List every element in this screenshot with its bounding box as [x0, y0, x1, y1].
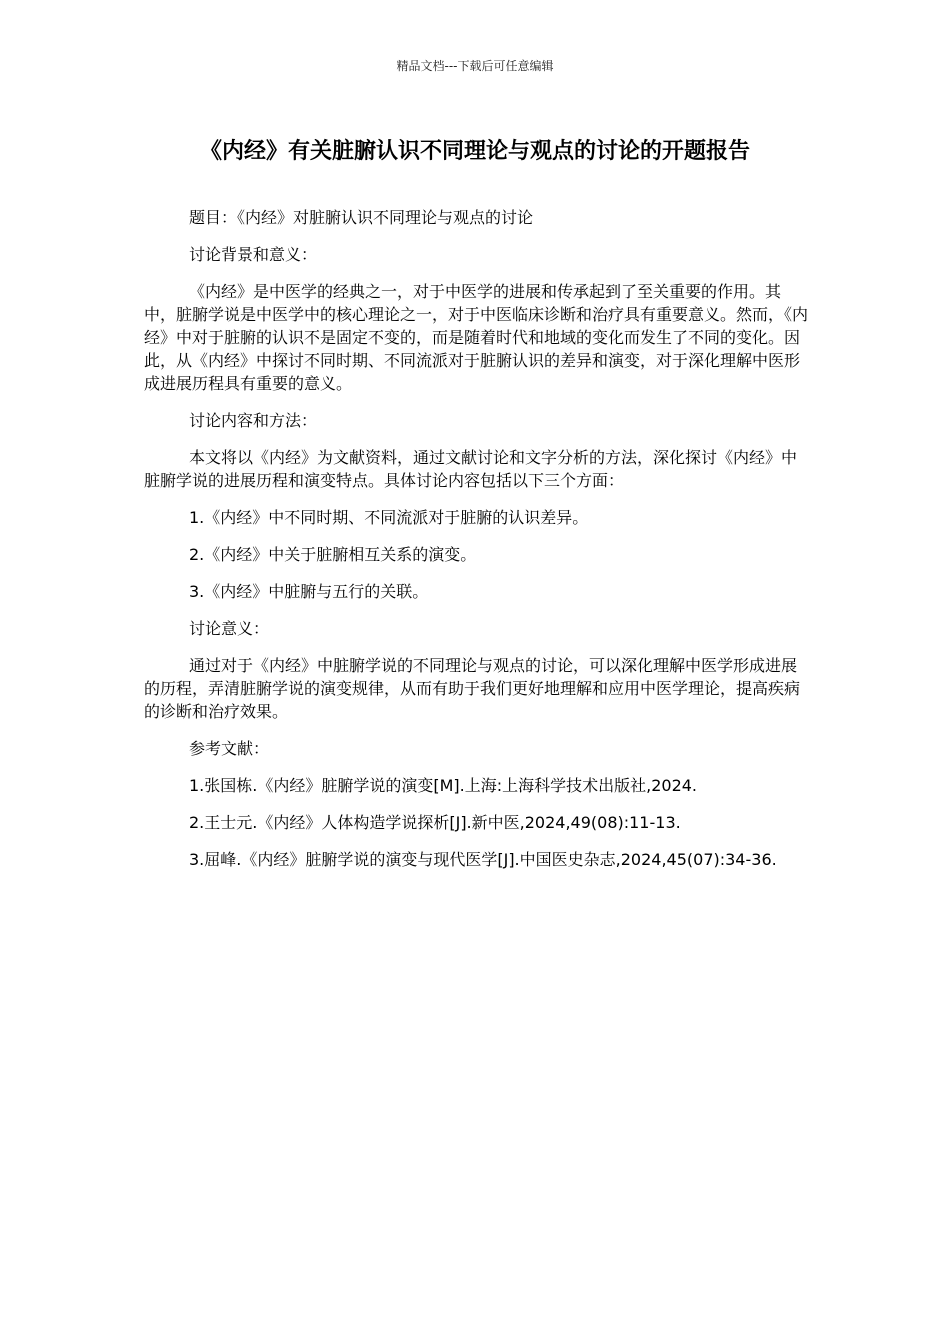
topic-line: 题目：《内经》对脏腑认识不同理论与观点的讨论: [189, 208, 534, 227]
section-heading-content-method: 讨论内容和方法：: [189, 411, 318, 430]
reference-item-3: 3.屈峰.《内经》脏腑学说的演变与现代医学[J].中国医史杂志,2024,45(07):34-36.: [189, 850, 777, 869]
section-heading-significance: 讨论意义：: [189, 619, 270, 638]
header-note: 精品文档---下载后可任意编辑: [396, 59, 554, 73]
section-heading-background: 讨论背景和意义：: [189, 245, 318, 264]
background-paragraph: 《内经》是中医学的经典之一，对于中医学的进展和传承起到了至关重要的作用。其中，脏腑学说是中医学中的核心理论之一，对于中医临床诊断和治疗具有重要意义。然而，《内经》中对于脏腑的认识不是固定不变的，而是随着时代和地域的变化而发生了不同的变化。因此，从《内经》中探讨不同时期、不同流派对于脏腑认识的差异和演变，对于深化理解中医形成进展历程具有重要的意义。: [144, 282, 809, 393]
reference-item-2: 2.王士元.《内经》人体构造学说探析[J].新中医,2024,49(08):11-13.: [189, 813, 681, 832]
section-heading-references: 参考文献：: [189, 739, 270, 758]
significance-paragraph: 通过对于《内经》中脏腑学说的不同理论与观点的讨论，可以深化理解中医学形成进展的历程，弄清脏腑学说的演变规律，从而有助于我们更好地理解和应用中医学理论，提高疾病的诊断和治疗效果。: [144, 656, 801, 721]
document-body: [144, 206, 808, 885]
document-title: 《内经》有关脏腑认识不同理论与观点的讨论的开题报告: [199, 139, 750, 164]
reference-item-1: 1.张国栋.《内经》脏腑学说的演变[M].上海:上海科学技术出版社,2024.: [189, 776, 698, 795]
content-item-2: 2.《内经》中关于脏腑相互关系的演变。: [189, 545, 477, 564]
content-method-paragraph: 本文将以《内经》为文献资料，通过文献讨论和文字分析的方法，深化探讨《内经》中脏腑学说的进展历程和演变特点。具体讨论内容包括以下三个方面：: [144, 448, 798, 490]
content-item-1: 1.《内经》中不同时期、不同流派对于脏腑的认识差异。: [189, 508, 589, 527]
content-item-3: 3.《内经》中脏腑与五行的关联。: [189, 582, 429, 601]
